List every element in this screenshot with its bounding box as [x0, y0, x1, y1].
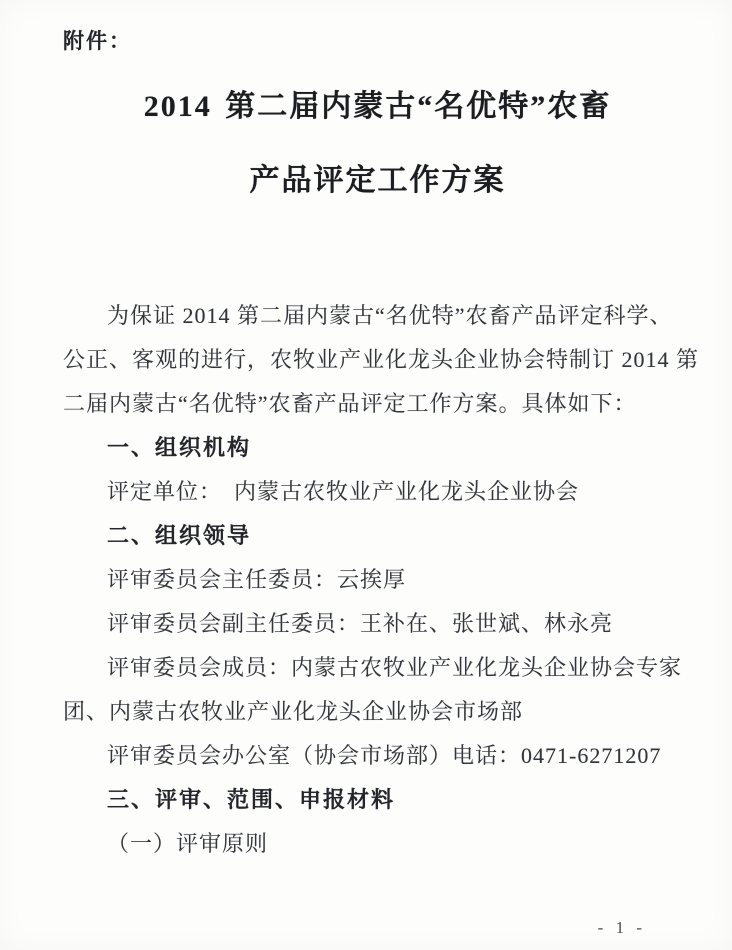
document-body	[63, 294, 700, 866]
committee-vice-chair-line: 评审委员会副主任委员：王补在、张世斌、林永亮	[107, 611, 614, 636]
para-intro-line-2: 公正、客观的进行，农牧业产业化龙头企业协会特制订 2014 第	[63, 347, 700, 372]
para-intro-line-3: 二届内蒙古“名优特”农畜产品评定工作方案。具体如下：	[63, 391, 637, 416]
section-heading-2: 二、组织领导	[107, 523, 252, 548]
attachment-label: 附件：	[63, 30, 132, 53]
committee-office-line: 评审委员会办公室（协会市场部）电话：0471-6271207	[107, 743, 662, 768]
title-line-1: 2014 第二届内蒙古“名优特”农畜	[143, 90, 612, 123]
title-line-2: 产品评定工作方案	[249, 164, 506, 197]
document-title	[63, 70, 692, 218]
section-heading-3: 三、评审、范围、申报材料	[107, 787, 396, 812]
section-heading-1: 一、组织机构	[107, 435, 252, 460]
committee-chair-line: 评审委员会主任委员：云挨厚	[107, 567, 407, 592]
committee-members-line-2: 团、内蒙古农牧业产业化龙头企业协会市场部	[63, 699, 524, 724]
committee-members-line-1: 评审委员会成员：内蒙古农牧业产业化龙头企业协会专家	[107, 655, 683, 680]
para-intro-line-1: 为保证 2014 第二届内蒙古“名优特”农畜产品评定科学、	[107, 303, 673, 328]
page-number: - 1 -	[597, 918, 646, 937]
subsection-heading-3-1: （一）评审原则	[107, 831, 269, 856]
rating-unit-line: 评定单位： 内蒙古农牧业产业化龙头企业协会	[107, 479, 580, 504]
